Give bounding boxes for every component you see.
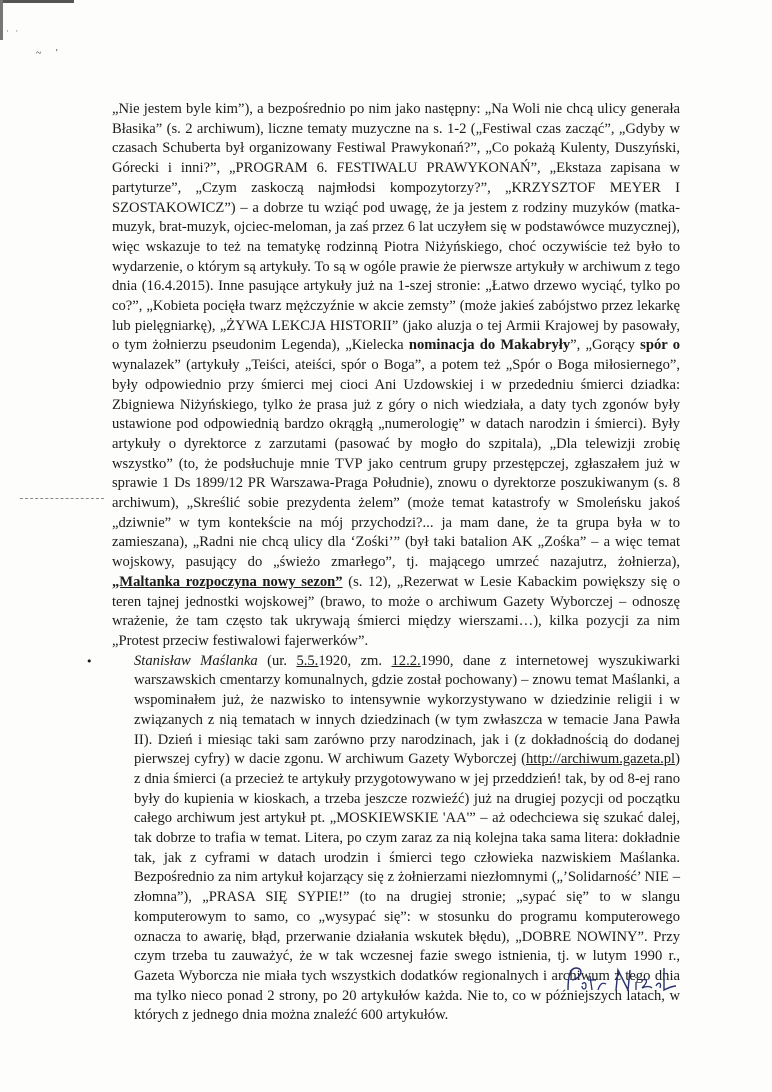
text-run: 5.5. <box>296 652 319 669</box>
scan-edge-left <box>0 0 3 40</box>
scan-artifact-2: ~ ' <box>36 48 64 59</box>
text-run: ) z dnia śmierci (a przecież te artykuły przygotowywano w jej przeddzień! tak, by od 8-ej rano były do kupienia w kioskach, a trzeba jeszcze rozwieźć) już na drugiej pozycji od początku całego archiwum jest artykuł pt. „MOSKIEWSKIE 'AA'” – aż odechciewa się szukać dalej, tak dobrze to trafia w temat. Litera, po czym zaraz za nią kolejna taka sama litera: dokładnie tak, jak z cyframi w datach urodzin i śmierci tego człowieka nazwiskiem Maślanka. Bezpośrednio za nim artykuł kojarzący się z żołnierzami niezłomnymi („’Solidarność’ NIE – złomna”), „PRASA SIĘ SYPIE!” (to na drugiej stronie; „sypać się” to w slangu komputerowym to samo, co „wysypać się”: w stosunku do programu komputerowego oznacza to awarię, błąd, przerwanie działania wskutek błędu), „DOBRE NOWINY”. Przy czym trzeba tu zauważyć, że w tak wczesnej fazie swego istnienia, tj. w lutym 1990 r., Gazeta Wyborcza nie miała tych wszystkich dodatków regionalnych i archiwum z tego dnia ma tylko nieco ponad 2 strony, po 20 artykułów każda. Nie to, co w późniejszych latach, w których z jednego dnia można znaleźć 600 artykułów. <box>134 751 680 1024</box>
text-run: spór o <box>640 337 680 354</box>
document-body <box>86 100 680 1026</box>
text-run: 1920, zm. <box>318 652 392 669</box>
text-run: (ur. <box>257 652 297 669</box>
text-run: 12.2. <box>391 652 421 669</box>
scan-edge-top <box>0 0 74 3</box>
paragraph-main <box>112 100 680 652</box>
text-run: 1990, dane z internetowej wyszukiwarki warszawskich cmentarzy komunalnych, gdzie został pochowany) – znowu temat Maślanki, a wspominałem już, że nazwisko to intensywnie wykorzystywano w dziedzinie religii i w związanych z nią tematach w innych dziedzinach (w tym zwłaszcza w temacie Jana Pawła II). Dzień i miesiąc taki sam zarówno przy narodzinach, jak i (z dokładnością do dodanej pierwszej cyfry) w dacie zgonu. W archiwum Gazety Wyborczej ( <box>134 652 680 768</box>
bullet-icon: • <box>86 654 93 668</box>
text-run: ”, „Gorący <box>570 337 641 354</box>
text-run: Stanisław Maślanka <box>134 652 258 669</box>
text-run: wynalazek” (artykuły „Teiści, ateiści, spór o Boga”, a potem też „Spór o Boga miłosiernego”, były odpowiednio przy śmierci mej cioci Ani Uzdowskiej i w przededniu śmierci dziadka: Zbigniewa Niżyńskiego, tylko że prasa już z góry o nich wiedziała, a daty tych zgonów były ustawione pod odpowiednią bardzo okrągłą „numerologię” w datach narodzin i śmierci). Były artykuły o dyrektorce z zarzutami (pasować by mogło do szpitala), „Dla telewizji zrobię wszystko” (to, że podsłuchuje mnie TVP jako centrum grupy przestępczej, zgłaszałem już w sprawie 1 Ds 1899/12 PR Warszawa-Praga Południe), znowu o dyrektorze poszukiwanym (s. 8 archiwum), „Skreślić sobie prezydenta żelem” (może temat katastrofy w Smoleńsku jakoś „dziwnie” w tym kontekście na mój przychodzi?... ja mam dane, że ta grupa była w to zamieszana), „Radni nie chcą ulicy dla ‘Zośki’” (był taki batalion AK „Zośka” – a więc temat wojskowy, pasujący do „świeżo zmarłego”, tj. mającego umrzeć nazajutrz, żołnierza), <box>112 357 680 571</box>
scan-artifact: · · <box>6 26 21 36</box>
handwritten-signature <box>560 960 680 1000</box>
text-run: „Maltanka rozpoczyna nowy sezon” <box>112 573 343 590</box>
text-run: (s. 12), „Rezerwat w Lesie Kabackim powiększy się o teren tajnej jednostki wojskowej” (brawo, to może o archiwum Gazety Wyborczej – odnoszę wrażenie, że tam często tak ukrywają śmierci między wierszami…), kilka pozycji za nim „Protest przeciw festiwalowi fajerwerków”. <box>112 573 680 649</box>
text-run: nominacja do Makabryły <box>408 337 571 354</box>
text-run: „Nie jestem byle kim”), a bezpośrednio po nim jako następny: „Na Woli nie chcą ulicy generała Błasika” (s. 2 archiwum), liczne tematy muzyczne na s. 1-2 („Festiwal czas zacząć”, „Gdyby w czasach Schuberta był organizowany Festiwal Prawykonań?”, „Co pokażą Kulenty, Duszyński, Górecki i inni?”, „PROGRAM 6. FESTIWALU PRAWYKONAŃ”, „Ekstaza zapisana w partyturze”, „Czym zaskoczą najmłodsi kompozytorzy?”, „KRZYSZTOF MEYER I SZOSTAKOWICZ”) – a dobrze tu wziąć pod uwagę, że ja jestem z rodziny muzyków (matka-muzyk, brat-muzyk, ojciec-meloman, ja zaś przez 6 lat uczyłem się w podstawówce muzycznej), więc wskazuje to też na tematykę rodzinną Piotra Niżyńskiego, choć oczywiście też było to wydarzenie, o którym są artykuły. To są w ogóle prawie że pierwsze artykuły w archiwum z tego dnia (16.4.2015). Inne pasujące artykuły już na 1-szej stronie: „Łatwo drzewo wyciąć, tylko po co?”, „Kobieta pocięła twarz mężczyźnie w akcie zemsty” (może jakieś zabójstwo przez lekarkę lub pielęgniarkę), „ŻYWA LEKCJA HISTORII” (jako aluzja o tej Armii Krajowej by pasowały, o tym żołnierzu pseudonim Legenda), „Kielecka <box>112 101 680 354</box>
text-run: http://archiwum.gazeta.pl <box>525 751 676 768</box>
margin-dash-mark <box>20 498 104 499</box>
